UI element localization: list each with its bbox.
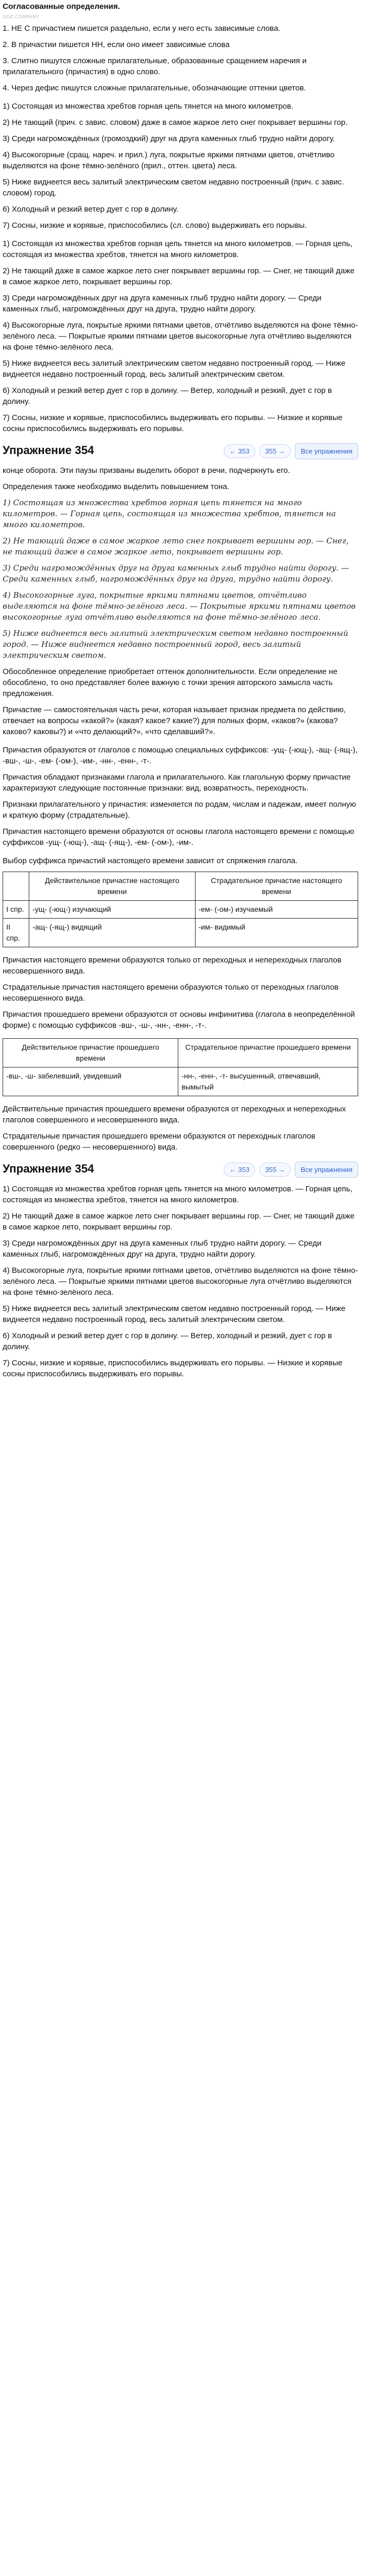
table1-h1: Действительное причастие настоящего времени — [29, 872, 195, 901]
theory1-2: Определения также необходимо выделить повышением тона. — [3, 482, 230, 491]
ex1r-item-2: 2) Не тающий даже в самое жаркое лето снег покрывает вершины гор. — Снег, не тающий даже в самое жаркое лето, покрывает вершины гор. — [3, 266, 354, 286]
table1-r0c1: -ущ- (-ющ-) изучающий — [29, 901, 195, 919]
rule-3: 3. Слитно пишутся сложные прилагательные, образованные сращением наречия и прилагательного (причастия) в одно слово. — [3, 56, 307, 76]
table2-r0c1: -нн-, -енн-, -т- высушенный, отвечавший, вымытый — [178, 1067, 358, 1096]
table1-r0c0: I спр. — [3, 901, 29, 919]
table1-r1c1: -ащ- (-ящ-) видящий — [29, 919, 195, 947]
ex2-item-2: 2) Не тающий даже в самое жаркое лето снег покрывает вершины гор. — Снег, не тающий даже в самое жаркое лето, покрывает вершины гор. — [3, 1212, 354, 1232]
ex1-item-4: 4) Высокогорные (сращ. нареч. и прил.) луга, покрытые яркими пятнами цветов, отчётливо выделяются на фоне тёмно-зелёного (прил., оттен. цвета) леса. — [3, 150, 335, 170]
next-exercise-number: 355 — [265, 447, 277, 455]
ex1r-item-5: 5) Ниже виднеется весь залитый электрическим светом недавно построенный город. — Ниже виднеется недавно построенный город, весь залитый электрическим светом. — [3, 359, 346, 379]
theory1-6: 4) Высокогорные луга, покрытые яркими пятнами цветов, отчётливо выделяются на фоне тёмно-зелёного леса. — Покрытые яркими пятнами цветов высокогорные луга отчётливо выделяются на фоне тёмно-зелёного леса. — [3, 590, 356, 622]
theory2-3: Признаки прилагательного у причастия: изменяется по родам, числам и падежам, имеет полную и краткую форму (страдательные). — [3, 800, 356, 820]
watermark: GDZ.COMPANY — [3, 15, 39, 20]
ex2-item-6: 6) Холодный и резкий ветер дует с гор в долину. — Ветер, холодный и резкий, дует с гор в долину. — [3, 1331, 332, 1351]
theory1-5: 3) Среди нагромождённых друг на друга каменных глыб трудно найти дорогу. — Среди каменных глыб, нагромождённых друг на друга, трудно найти дорогу. — [3, 563, 349, 584]
table1-caption: Выбор суффикса причастий настоящего времени зависит от спряжения глагола. — [3, 856, 298, 865]
table-row — [3, 919, 358, 947]
table2-r0c0: -вш-, -ш- забелевший, увидевший — [3, 1067, 178, 1096]
ex2-item-5: 5) Ниже виднеется весь залитый электрическим светом недавно построенный город. — Ниже виднеется недавно построенный город, весь залитый электрическим светом. — [3, 1304, 346, 1324]
prev-exercise-number: 353 — [238, 447, 250, 455]
exercise-title: Упражнение 354 — [3, 444, 94, 457]
ex1r-item-7: 7) Сосны, низкие и корявые, приспособились выдерживать его порывы. — Низкие и корявые сосны приспособились выдерживать его порывы. — [3, 413, 342, 433]
next-exercise[interactable]: 355 → — [259, 444, 291, 458]
table2-h0: Действительное причастие прошедшего времени — [3, 1039, 178, 1067]
prev-exercise-2[interactable]: ← 353 — [224, 1163, 255, 1177]
ex1r-item-6: 6) Холодный и резкий ветер дует с гор в долину. — Ветер, холодный и резкий, дует с гор в долину. — [3, 386, 332, 406]
theory2-1: Причастия образуются от глаголов с помощью специальных суффиксов: -ущ- (-ющ-), -ащ- (-ящ-), -вш-, -ш-, -ем- (-ом-), -им-, -нн-, -енн-, -т-. — [3, 746, 358, 765]
ex1-item-1: 1) Состоящая из множества хребтов горная цепь тянется на много километров. — [3, 102, 294, 111]
conjugation-table — [3, 872, 358, 947]
ex1r-item-1: 1) Состоящая из множества хребтов горная цепь тянется на много километров. — Горная цепь, состоящая из множества хребтов, тянется на много километров. — [3, 239, 352, 259]
theory1-8: Обособленное определение приобретает оттенок дополнительности. Если определение не обособлено, то оно представляет более важную с точки зрения авторского замысла часть предложения. — [3, 667, 338, 698]
exercise-title-2: Упражнение 354 — [3, 1162, 94, 1175]
table-2-block — [3, 1038, 358, 1096]
theory3-2: Страдательные причастия настоящего времени образуются только от переходных глаголов несовершенного вида. — [3, 983, 339, 1003]
theory4-1: Действительные причастия прошедшего времени образуются от переходных и непереходных глаголов совершенного и несовершенного вида. — [3, 1105, 346, 1124]
page-title: Согласованные определения. — [3, 2, 120, 11]
theory1-7: 5) Ниже виднеется весь залитый электрическим светом недавно построенный город. — Ниже виднеется недавно построенный город, весь залитый электрическим светом. — [3, 629, 348, 660]
rule-1: 1. НЕ С причастием пишется раздельно, если у него есть зависимые слова. — [3, 24, 281, 33]
ex1-item-2: 2) Не тающий (прич. с завис. словом) даже в самое жаркое лето снег покрывает вершины гор. — [3, 118, 348, 127]
theory3-3: Причастия прошедшего времени образуются от основы инфинитива (глагола в неопределённой форме) с помощью суффиксов -вш-, -ш-, -нн-, -енн-, -т-. — [3, 1010, 355, 1030]
theory-3 — [3, 955, 358, 1031]
rule-2: 2. В причастии пишется НН, если оно имеет зависимые слова — [3, 40, 230, 49]
theory1-4: 2) Не тающий даже в самое жаркое лето снег покрывает вершины гор. — Снег, не тающий даже в самое жаркое лето, покрывает вершины гор. — [3, 536, 349, 556]
exercise-nav-2 — [3, 1160, 358, 1179]
ex2-item-1: 1) Состоящая из множества хребтов горная цепь тянется на много километров. — Горная цепь, состоящая из множества хребтов, тянется на много километров. — [3, 1185, 352, 1204]
theory3-1: Причастия настоящего времени образуются только от переходных и непереходных глаголов несовершенного вида. — [3, 956, 342, 976]
theory1-9: Причастие — самостоятельная часть речи, которая называет признак предмета по действию, отвечает на вопросы «какой?» (какая? какое? какие?) для полных форм, «каков?» (какова? каково? каковы?) и «что делающий?», «что сделавший?». — [3, 705, 346, 736]
theory-1 — [3, 465, 358, 737]
exercise-1-repeat — [3, 238, 358, 434]
theory1-3: 1) Состоящая из множества хребтов горная цепь тянется на много километров. — Горная цепь, состоящая из множества хребтов, тянется на много километров. — [3, 498, 336, 529]
table-1-block — [3, 855, 358, 947]
ex1-item-6: 6) Холодный и резкий ветер дует с гор в долину. — [3, 205, 179, 214]
table-row — [3, 1067, 358, 1096]
table1-r1c2: -им- видимый — [195, 919, 358, 947]
ex2-item-7: 7) Сосны, низкие и корявые, приспособились выдерживать его порывы. — Низкие и корявые сосны приспособились выдерживать его порывы. — [3, 1359, 342, 1378]
theory2-4: Причастия настоящего времени образуются от основы глагола настоящего времени с помощью суффиксов -ущ- (-ющ-), -ащ- (-ящ-), -ем- (-ом-), -им-. — [3, 827, 354, 847]
past-participles-table — [3, 1038, 358, 1096]
ex1r-item-4: 4) Высокогорные луга, покрытые яркими пятнами цветов, отчётливо выделяются на фоне тёмно-зелёного леса. — Покрытые яркими пятнами цветов высокогорные луга отчётливо выделяются на фоне тёмно-зелёного леса. — [3, 321, 358, 352]
ex2-item-3: 3) Среди нагромождённых друг на друга каменных глыб трудно найти дорогу. — Среди каменных глыб, нагромождённых друг на друга, трудно найти дорогу. — [3, 1239, 322, 1259]
exercise-nav-controls — [224, 443, 358, 459]
theory-4 — [3, 1104, 358, 1153]
ex2-item-4: 4) Высокогорные луга, покрытые яркими пятнами цветов, отчётливо выделяются на фоне тёмно-зелёного леса. — Покрытые яркими пятнами цветов высокогорные луга отчётливо выделяются на фоне тёмно-зелёного леса. — [3, 1266, 358, 1297]
ex1-item-3: 3) Среди нагромождённых (громоздкий) друг на друга каменных глыб трудно найти дорогу. — [3, 134, 335, 143]
prev-exercise[interactable]: ← 353 — [224, 444, 255, 458]
theory-2 — [3, 745, 358, 848]
prev-exercise-number-2: 353 — [238, 1166, 250, 1174]
table2-h1: Страдательное причастие прошедшего времени — [178, 1039, 358, 1067]
exercise-nav-controls-2 — [224, 1162, 358, 1178]
ex1-item-5: 5) Ниже виднеется весь залитый электрическим светом недавно построенный (прич. с завис. словом) город. — [3, 178, 344, 198]
ex1r-item-3: 3) Среди нагромождённых друг на друга каменных глыб трудно найти дорогу. — Среди каменных глыб, нагромождённых друг на друга, трудно найти дорогу. — [3, 294, 322, 314]
table1-h0 — [3, 872, 29, 901]
all-exercises-button-2[interactable]: Все упражнения — [295, 1162, 358, 1178]
table1-r0c2: -ем- (-ом-) изучаемый — [195, 901, 358, 919]
next-exercise-2[interactable]: 355 → — [259, 1163, 291, 1177]
table1-h2: Страдательное причастие настоящего времени — [195, 872, 358, 901]
rule-4: 4. Через дефис пишутся сложные прилагательные, обозначающие оттенки цветов. — [3, 84, 306, 92]
theory2-2: Причастия обладают признаками глагола и прилагательного. Как глагольную форму причастие характеризуют следующие постоянные признаки: вид, возвратность, переходность. — [3, 773, 351, 793]
rules — [3, 23, 358, 94]
all-exercises-button[interactable]: Все упражнения — [295, 443, 358, 459]
table-row — [3, 901, 358, 919]
table1-r1c0: II спр. — [3, 919, 29, 947]
theory1-1: конце оборота. Эти паузы призваны выделить оборот в речи, подчеркнуть его. — [3, 466, 290, 475]
exercise-2 — [3, 1183, 358, 1379]
exercise-nav — [3, 442, 358, 461]
next-exercise-number-2: 355 — [265, 1166, 277, 1174]
ex1-item-7: 7) Сосны, низкие и корявые, приспособились (сл. слово) выдерживать его порывы. — [3, 221, 307, 230]
exercise-1 — [3, 101, 358, 231]
theory4-2: Страдательные причастия прошедшего времени образуются от переходных глаголов совершенного (редко — несовершенного) вида. — [3, 1132, 316, 1152]
